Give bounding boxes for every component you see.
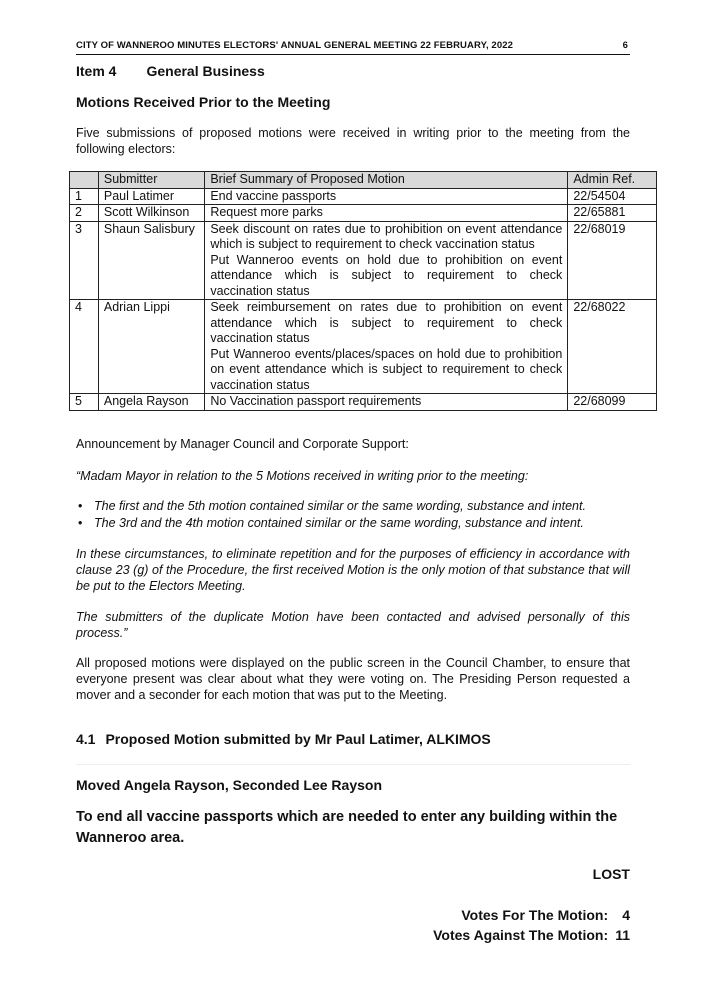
table-header-row <box>70 172 657 189</box>
row-summary <box>205 221 568 300</box>
circumstances-paragraph: In these circumstances, to eliminate repetition and for the purposes of efficiency in accordance with clause 23 (g) of the Procedure, the first received Motion is the only motion of that substance that will be put to the Electors Meeting. <box>76 547 630 593</box>
votes-against-label: Votes Against The Motion: <box>433 927 609 943</box>
submitters-paragraph: The submitters of the duplicate Motion have been contacted and advised personally of this process.” <box>76 610 630 640</box>
votes-for-label: Votes For The Motion: <box>461 907 609 923</box>
row-number: 3 <box>70 221 99 300</box>
table-row <box>70 394 657 411</box>
summary-line: Put Wanneroo events on hold due to prohibition on event attendance which is subject to requirement to check vaccination status <box>210 252 563 298</box>
duplicate-motion-list <box>76 498 630 532</box>
page-header <box>76 40 630 55</box>
row-submitter: Shaun Salisbury <box>98 221 204 300</box>
votes-for-count: 4 <box>622 907 630 923</box>
moved-seconded: Moved Angela Rayson, Seconded Lee Rayson <box>76 777 383 793</box>
row-submitter: Paul Latimer <box>98 188 204 205</box>
row-ref: 22/68019 <box>568 221 657 300</box>
motions-table <box>69 171 657 411</box>
votes-for-row <box>433 905 630 925</box>
row-number: 1 <box>70 188 99 205</box>
votes-against-count: 11 <box>615 927 630 943</box>
intro-paragraph: Five submissions of proposed motions were received in writing prior to the meeting from the following electors: <box>76 126 630 156</box>
summary-line: Request more parks <box>210 205 323 219</box>
summary-line: Put Wanneroo events/places/spaces on hold due to prohibition on event attendance which is subject to requirement to check vaccination status <box>210 346 563 392</box>
section-title: Proposed Motion submitted by Mr Paul Latimer, ALKIMOS <box>105 731 491 747</box>
page-number: 6 <box>622 40 628 51</box>
row-summary <box>205 300 568 394</box>
row-ref: 22/65881 <box>568 205 657 222</box>
motions-heading: Motions Received Prior to the Meeting <box>76 94 331 110</box>
motion-text: To end all vaccine passports which are needed to enter any building within the Wanneroo area. <box>76 809 618 846</box>
row-number: 5 <box>70 394 99 411</box>
table-row <box>70 221 657 300</box>
section-heading <box>76 731 491 747</box>
table-row <box>70 300 657 394</box>
col-header-ref: Admin Ref. <box>568 172 657 189</box>
section-number: 4.1 <box>76 731 96 747</box>
summary-line: Seek discount on rates due to prohibition on event attendance which is subject to requirement to check vaccination status <box>210 221 563 251</box>
row-summary <box>205 394 568 411</box>
row-summary <box>205 188 568 205</box>
vote-tally <box>433 905 630 945</box>
announcement-line: Announcement by Manager Council and Corporate Support: <box>76 437 409 451</box>
item-title: General Business <box>146 63 265 79</box>
row-submitter: Angela Rayson <box>98 394 204 411</box>
table-row <box>70 188 657 205</box>
row-number: 2 <box>70 205 99 222</box>
list-item: • The 3rd and the 4th motion contained similar or the same wording, substance and intent. <box>76 515 630 532</box>
item-number: Item 4 <box>76 63 117 79</box>
summary-line: Seek reimbursement on rates due to prohibition on event attendance which is subject to requirement to check vaccination status <box>210 300 563 345</box>
section-divider <box>76 764 630 765</box>
table-row <box>70 205 657 222</box>
header-title: CITY OF WANNEROO MINUTES ELECTORS' ANNUAL GENERAL MEETING 22 FEBRUARY, 2022 <box>76 40 513 51</box>
list-item: • The first and the 5th motion contained similar or the same wording, substance and intent. <box>76 498 630 515</box>
summary-line: End vaccine passports <box>210 188 337 203</box>
row-submitter: Adrian Lippi <box>98 300 204 394</box>
votes-against-row <box>433 925 630 945</box>
col-header-submitter: Submitter <box>98 172 204 189</box>
col-header-summary: Brief Summary of Proposed Motion <box>205 172 568 189</box>
row-summary <box>205 205 568 222</box>
displayed-paragraph: All proposed motions were displayed on the public screen in the Council Chamber, to ensure that everyone present was clear about what they were voting on. The Presiding Person requested a mover and a seconder for each motion that was put to the Meeting. <box>76 656 630 702</box>
summary-line: No Vaccination passport requirements <box>210 394 422 408</box>
row-ref: 22/68022 <box>568 300 657 394</box>
row-submitter: Scott Wilkinson <box>98 205 204 222</box>
item-heading <box>76 63 265 79</box>
row-ref: 22/68099 <box>568 394 657 411</box>
row-number: 4 <box>70 300 99 394</box>
col-header-number <box>70 172 99 189</box>
row-ref: 22/54504 <box>568 188 657 205</box>
motion-result: LOST <box>592 866 630 882</box>
quote-opening: “Madam Mayor in relation to the 5 Motions received in writing prior to the meeting: <box>76 469 529 483</box>
